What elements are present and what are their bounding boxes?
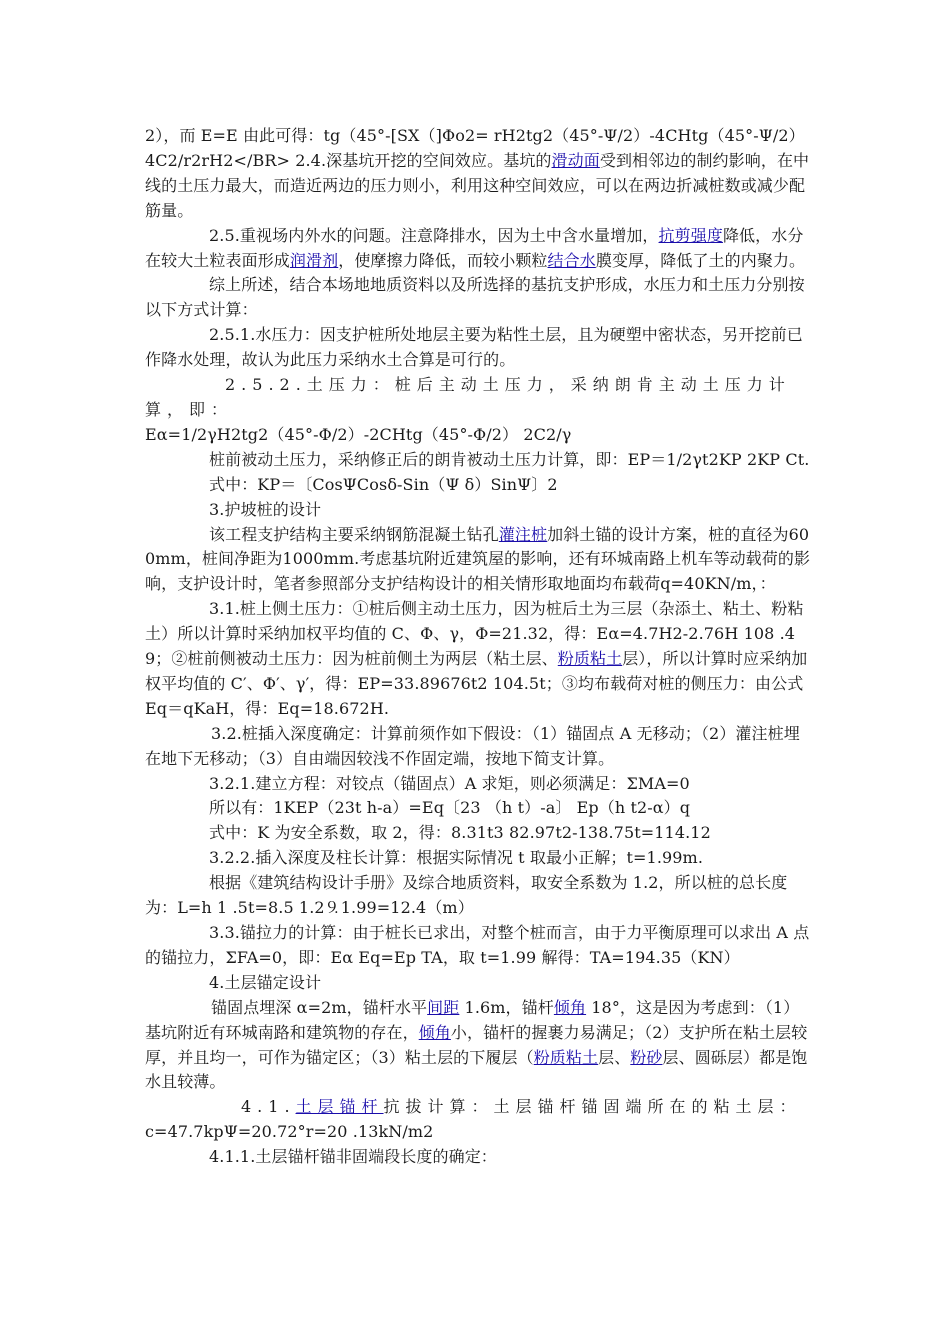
paragraph	[145, 473, 813, 498]
document-body	[145, 124, 813, 1170]
text-run: 小，锚杆的握裹力易满足；（2）支护所在粘土层较厚，并且均一，可作为锚定区；（3）粘土层的下履层（	[145, 1022, 808, 1067]
text-run: 受到相邻边的制约影响，在中线的土压力最大，而造近两边的压力则小，利用这种空间效应，可以在两边折减桩数或减少配筋量。	[145, 150, 810, 220]
text-run: 18°，这是因为考虑到：（1）基坑附近有环城南路和建筑物的存在，	[145, 997, 800, 1042]
paragraph	[145, 597, 813, 722]
text-run: 3.3.锚拉力的计算：由于桩长已求出，对整个桩而言，由于力平衡原理可以求出 A 点的锚拉力，ΣFA=0，即：Eα Eq=Ep TA，取 t=1.99 解得：TA=194.35（KN）	[145, 923, 810, 967]
term-link[interactable]: 灌注桩	[498, 524, 548, 544]
paragraph	[145, 423, 813, 448]
paragraph	[145, 373, 813, 423]
text-run: 桩前被动土压力，采纳修正后的朗肯被动土压力计算，即：EP＝1/2γt2KP 2KP Ct.	[209, 449, 810, 469]
term-link[interactable]: 土层锚杆	[295, 1097, 384, 1117]
text-run: 2），而 E=E 由此可得：tg（45°-[SX（]Φo2= rH2tg2（45°-Ψ/2）-4CHtg（45°-Ψ/2） 4C2/r2rH2</BR> 2.4.深基坑开挖的空间效应。基坑的	[145, 126, 805, 170]
paragraph	[145, 323, 813, 373]
paragraph	[145, 1095, 813, 1120]
text-run: 综上所述，结合本场地地质资料以及所选择的基抗支护形成，水压力和土压力分别按以下方式计算：	[145, 275, 805, 320]
text-run: 抗拔计算：土层锚杆锚固端所在的粘土层：	[383, 1097, 802, 1117]
text-run: 3.2.2.插入深度及柱长计算：根据实际情况 t 取最小正解；t=1.99m.	[209, 848, 704, 868]
text-run: 3.1.桩上侧土压力：①桩后侧主动土压力，因为桩后土为三层（杂添土、粘土、粉粘土）所以计算时采纳加权平均值的 C、Φ、γ，Φ=21.32，得：Eα=4.7H2-2.76H 108 .49；②桩前侧被动土压力：因为桩前侧土为两层（粘土层、	[145, 599, 804, 669]
paragraph	[145, 273, 813, 323]
paragraph	[145, 523, 813, 598]
paragraph	[145, 846, 813, 871]
term-link[interactable]: 间距	[427, 997, 460, 1017]
text-run: 2.5.重视场内外水的问题。注意降排水，因为土中含水量增加，	[209, 225, 659, 245]
text-run: 加斜土锚的设计方案，桩的直径为600mm，桩间净距为1000mm.考虑基坑附近建筑屋的影响，还有环城南路上机车等动载荷的影响，支护设计时，笔者参照部分支护结构设计的相关情形取地面均布载荷q=40KN/m，：	[145, 524, 811, 594]
text-run: 式中：KP＝〔CosΨCosδ-Sin（Ψ δ）SinΨ〕2	[209, 474, 558, 494]
text-run: 式中：K 为安全系数，取 2，得：8.31t3 82.97t2-138.75t=114.12	[209, 823, 711, 843]
paragraph	[145, 971, 813, 996]
term-link[interactable]: 抗剪强度	[658, 225, 723, 245]
paragraph	[145, 224, 813, 274]
term-link[interactable]: 倾角	[418, 1022, 451, 1042]
paragraph	[145, 1145, 813, 1170]
text-run: 4.1.	[241, 1097, 296, 1117]
text-run: 2.5.2.土压力：桩后主动土压力，采纳朗肯主动土压力计算，即：	[145, 375, 791, 419]
text-run: c=47.7kpΨ=20.72°r=20 .13kN/m2	[145, 1122, 434, 1142]
paragraph	[145, 1120, 813, 1145]
text-run: 锚固点埋深 α=2m，锚杆水平	[211, 997, 428, 1017]
paragraph	[145, 772, 813, 797]
paragraph	[145, 448, 813, 473]
text-run: 1.6m，锚杆	[459, 997, 554, 1017]
text-run: 4.1.1.土层锚杆锚非固端段长度的确定：	[209, 1147, 497, 1167]
text-run: 层），所以计算时应采纳加权平均值的 C′、Φ′、γ′，得：EP=33.89676t2 104.5t；③均布载荷对桩的侧压力：由公式 Eq＝qKaH，得：Eq=18.672H.	[145, 649, 808, 718]
text-run: 该工程支护结构主要采纳钢筋混凝土钻孔	[209, 524, 499, 544]
term-link[interactable]: 结合水	[547, 250, 596, 270]
paragraph	[145, 498, 813, 523]
paragraph	[145, 996, 813, 1096]
term-link[interactable]: 滑动面	[551, 150, 600, 170]
term-link[interactable]: 润滑剂	[289, 250, 339, 270]
text-run: 3.2.桩插入深度确定：计算前须作如下假设：（1）锚固点 A 无移动；（2）灌注桩埋在地下无移动；（3）自由端因较浅不作固定端，按地下简支计算。	[145, 723, 800, 768]
text-run: 层、圆砾层）都是饱水且较薄。	[145, 1047, 808, 1092]
term-link[interactable]: 粉质粘土	[557, 649, 623, 669]
text-run: 膜变厚，降低了土的内聚力。	[595, 250, 806, 270]
term-link[interactable]: 倾角	[553, 997, 587, 1017]
text-run: Eα=1/2γH2tg2（45°-Φ/2）-2CHtg（45°-Φ/2） 2C2/γ	[145, 424, 572, 444]
text-run: 根据《建筑结构设计手册》及综合地质资料，取安全系数为 1.2，所以桩的总长度为：L=h 1 .5t=8.5 1.2⒐1.99=12.4（m）	[145, 873, 788, 918]
paragraph	[145, 921, 813, 971]
paragraph	[145, 796, 813, 821]
text-run: 降低，水分在较大土粒表面形成	[145, 225, 804, 270]
text-run: 3.2.1.建立方程：对铰点（锚固点）A 求矩，则必须满足：ΣMA=0	[209, 773, 690, 793]
term-link[interactable]: 粉质粘土	[533, 1047, 599, 1067]
text-run: 2.5.1.水压力：因支护桩所处地层主要为粘性土层，且为硬塑中密状态，另开挖前已作降水处理，故认为此压力采纳水土合算是可行的。	[145, 325, 803, 370]
paragraph	[145, 871, 813, 921]
text-run: ，使摩擦力降低，而较小颗粒	[338, 250, 548, 270]
text-run: 3.护坡桩的设计	[209, 499, 322, 519]
text-run: 所以有：1KEP（23t h-a）=Eq〔23 （h t）-a〕 Ep（h t2-α）q	[209, 798, 691, 818]
text-run: 层、	[598, 1047, 631, 1067]
text-run: 4.土层锚定设计	[209, 972, 322, 992]
term-link[interactable]: 粉砂	[630, 1047, 663, 1067]
paragraph	[145, 821, 813, 846]
paragraph	[145, 124, 813, 224]
paragraph	[145, 722, 813, 772]
